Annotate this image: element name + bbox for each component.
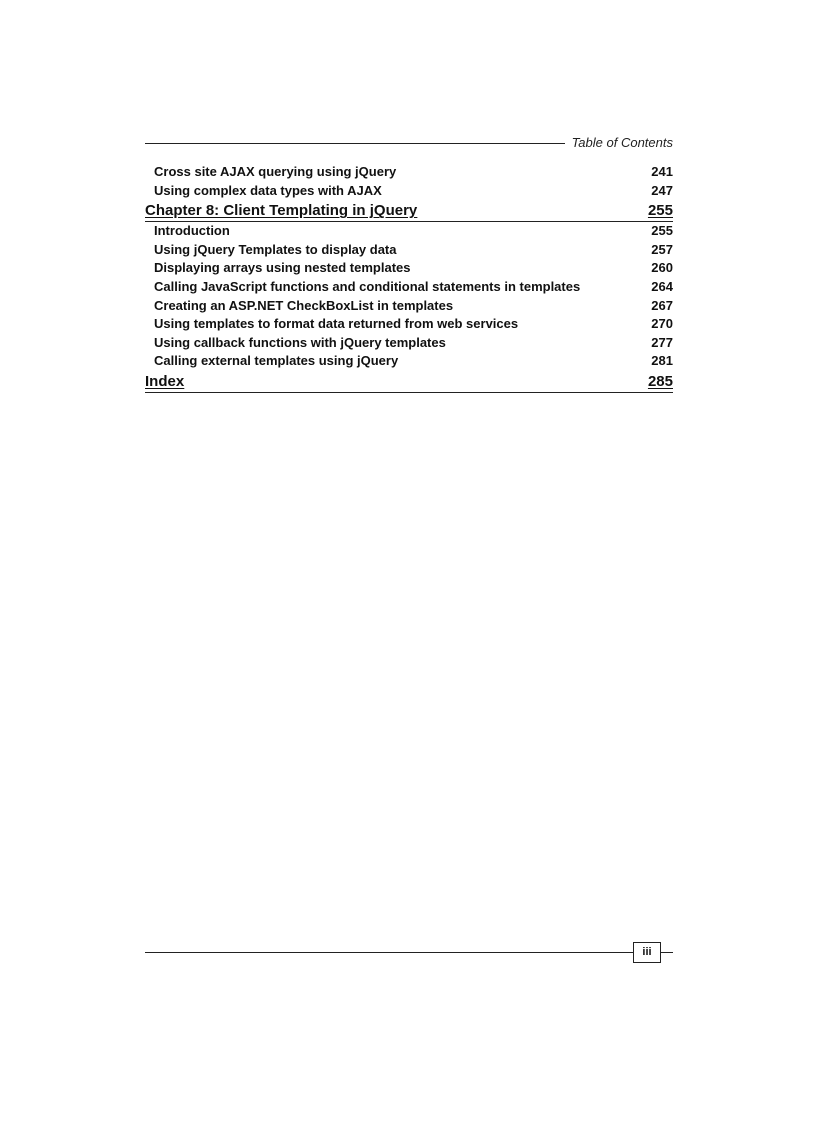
- toc-entry-page: 264: [651, 278, 673, 294]
- page-header: [145, 134, 673, 152]
- toc-entry-label: Using complex data types with AJAX: [154, 182, 382, 198]
- toc-entry[interactable]: [145, 297, 673, 316]
- toc-entry-page: 241: [651, 164, 673, 179]
- toc-entry-label: Cross site AJAX querying using jQuery: [154, 164, 397, 179]
- toc-index-label: Index: [145, 372, 185, 390]
- toc-entry-page: 270: [651, 316, 673, 332]
- toc-entry[interactable]: [145, 315, 673, 334]
- page-footer: [145, 942, 673, 964]
- toc-index-page: 285: [647, 372, 673, 390]
- toc-entry-page: 247: [651, 182, 673, 198]
- toc-entry-label: Calling JavaScript functions and conditional statements in templates: [154, 278, 581, 294]
- toc-entry[interactable]: [145, 334, 673, 353]
- toc-entry-page: 267: [651, 297, 673, 313]
- toc-entry-label: Displaying arrays using nested templates: [154, 260, 411, 276]
- toc-chapter-page: 255: [647, 202, 673, 220]
- toc-index[interactable]: [145, 371, 673, 393]
- running-header-title: Table of Contents: [571, 135, 673, 150]
- toc-entry-label: Calling external templates using jQuery: [154, 353, 399, 369]
- toc-entry-page: 255: [651, 223, 673, 239]
- toc-entry[interactable]: [145, 182, 673, 201]
- toc-entry-label: Using callback functions with jQuery templates: [154, 334, 446, 350]
- toc-entry[interactable]: [145, 222, 673, 241]
- footer-rule: [145, 952, 633, 953]
- toc-entry-label: Creating an ASP.NET CheckBoxList in templates: [154, 297, 454, 313]
- toc-entry-page: 260: [651, 260, 673, 276]
- toc-entry-label: Introduction: [154, 223, 230, 239]
- toc-entry[interactable]: [145, 241, 673, 260]
- table-of-contents: [145, 163, 673, 393]
- toc-chapter-label: Chapter 8: Client Templating in jQuery: [145, 202, 418, 220]
- page-number: iii: [633, 942, 661, 963]
- header-rule: [145, 143, 565, 144]
- toc-entry[interactable]: [145, 352, 673, 371]
- toc-chapter-8[interactable]: [145, 200, 673, 222]
- toc-entry-page: 257: [651, 241, 673, 257]
- toc-entry-page: 281: [651, 353, 673, 369]
- toc-entry[interactable]: [145, 163, 673, 182]
- footer-rule: [661, 952, 673, 953]
- toc-entry-label: Using jQuery Templates to display data: [154, 241, 397, 257]
- toc-entry[interactable]: [145, 278, 673, 297]
- toc-entry-page: 277: [651, 334, 673, 350]
- toc-entry[interactable]: [145, 259, 673, 278]
- toc-entry-label: Using templates to format data returned from web services: [154, 316, 519, 332]
